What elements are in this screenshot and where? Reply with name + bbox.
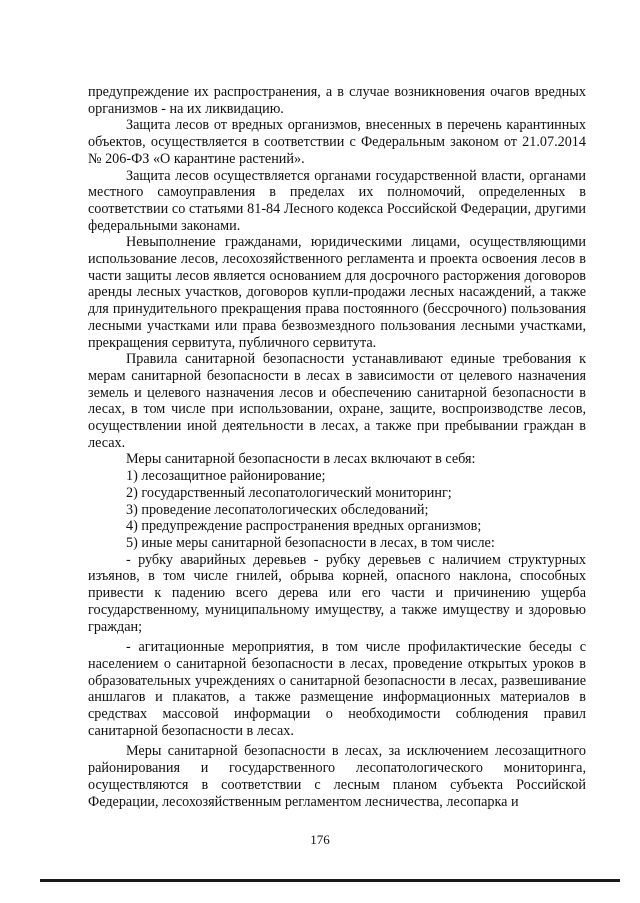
paragraph: 1) лесозащитное районирование; — [126, 468, 326, 485]
paragraph: - рубку аварийных деревьев - рубку деревьев с наличием структурных изъянов, в том числе гнилей, обрыва корней, опасного наклона, способных привести к падению всего дерева или его части и причинению ущерба государственному, муниципальному имуществу, а также имуществу и здоровью граждан; — [88, 551, 586, 635]
document-body — [88, 84, 586, 810]
paragraph: Защита лесов осуществляется органами государственной власти, органами местного самоуправления в пределах их полномочий, определенных в соответствии со статьями 81-84 Лесного кодекса Российской Федерации, другими федеральными законами. — [88, 167, 586, 234]
paragraph: 2) государственный лесопатологический мониторинг; — [126, 484, 452, 501]
paragraph: Меры санитарной безопасности в лесах, за исключением лесозащитного районирования и государственного лесопатологического мониторинга, осуществляются в соответствии с лесным планом субъекта Российской Федерации, лесохозяйственным регламентом лесничества, лесопарка и — [88, 743, 586, 810]
paragraph: 4) предупреждение распространения вредных организмов; — [126, 518, 482, 535]
bottom-rule — [40, 879, 620, 882]
paragraph: 5) иные меры санитарной безопасности в лесах, в том числе: — [126, 534, 495, 551]
paragraph: предупреждение их распространения, а в случае возникновения очагов вредных организмов - на их ликвидацию. — [88, 84, 586, 117]
paragraph: Меры санитарной безопасности в лесах включают в себя: — [126, 451, 476, 468]
page-number: 176 — [310, 832, 330, 847]
paragraph: Защита лесов от вредных организмов, внесенных в перечень карантинных объектов, осуществляется в соответствии с Федеральным законом от 21.07.2014 № 206-ФЗ «О карантине растений». — [88, 117, 586, 167]
paragraph: 3) проведение лесопатологических обследований; — [126, 501, 429, 518]
paragraph: Невыполнение гражданами, юридическими лицами, осуществляющими использование лесов, лесохозяйственного регламента и проекта освоения лесов в части защиты лесов является основанием для досрочного расторжения договоров аренды лесных участков, договоров купли-продажи лесных насаждений, а также для принудительного прекращения права постоянного (бессрочного) пользования лесными участками или права безвозмездного пользования лесными участками, прекращения сервитута, публичного сервитута. — [88, 234, 586, 351]
paragraph: - агитационные мероприятия, в том числе профилактические беседы с населением о санитарной безопасности в лесах, проведение открытых уроков в образовательных учреждениях о санитарной безопасности в лесах, развешивание аншлагов и плакатов, а также размещение информационных материалов в средствах массовой информации о необходимости соблюдения правил санитарной безопасности в лесах. — [88, 639, 586, 739]
paragraph: Правила санитарной безопасности устанавливают единые требования к мерам санитарной безопасности в лесах в зависимости от целевого назначения земель и целевого назначения лесов и обеспечению санитарной безопасности в лесах, в том числе при использовании, охране, защите, воспроизводстве лесов, осуществлении иной деятельности в лесах, а также при пребывании граждан в лесах. — [88, 351, 586, 451]
